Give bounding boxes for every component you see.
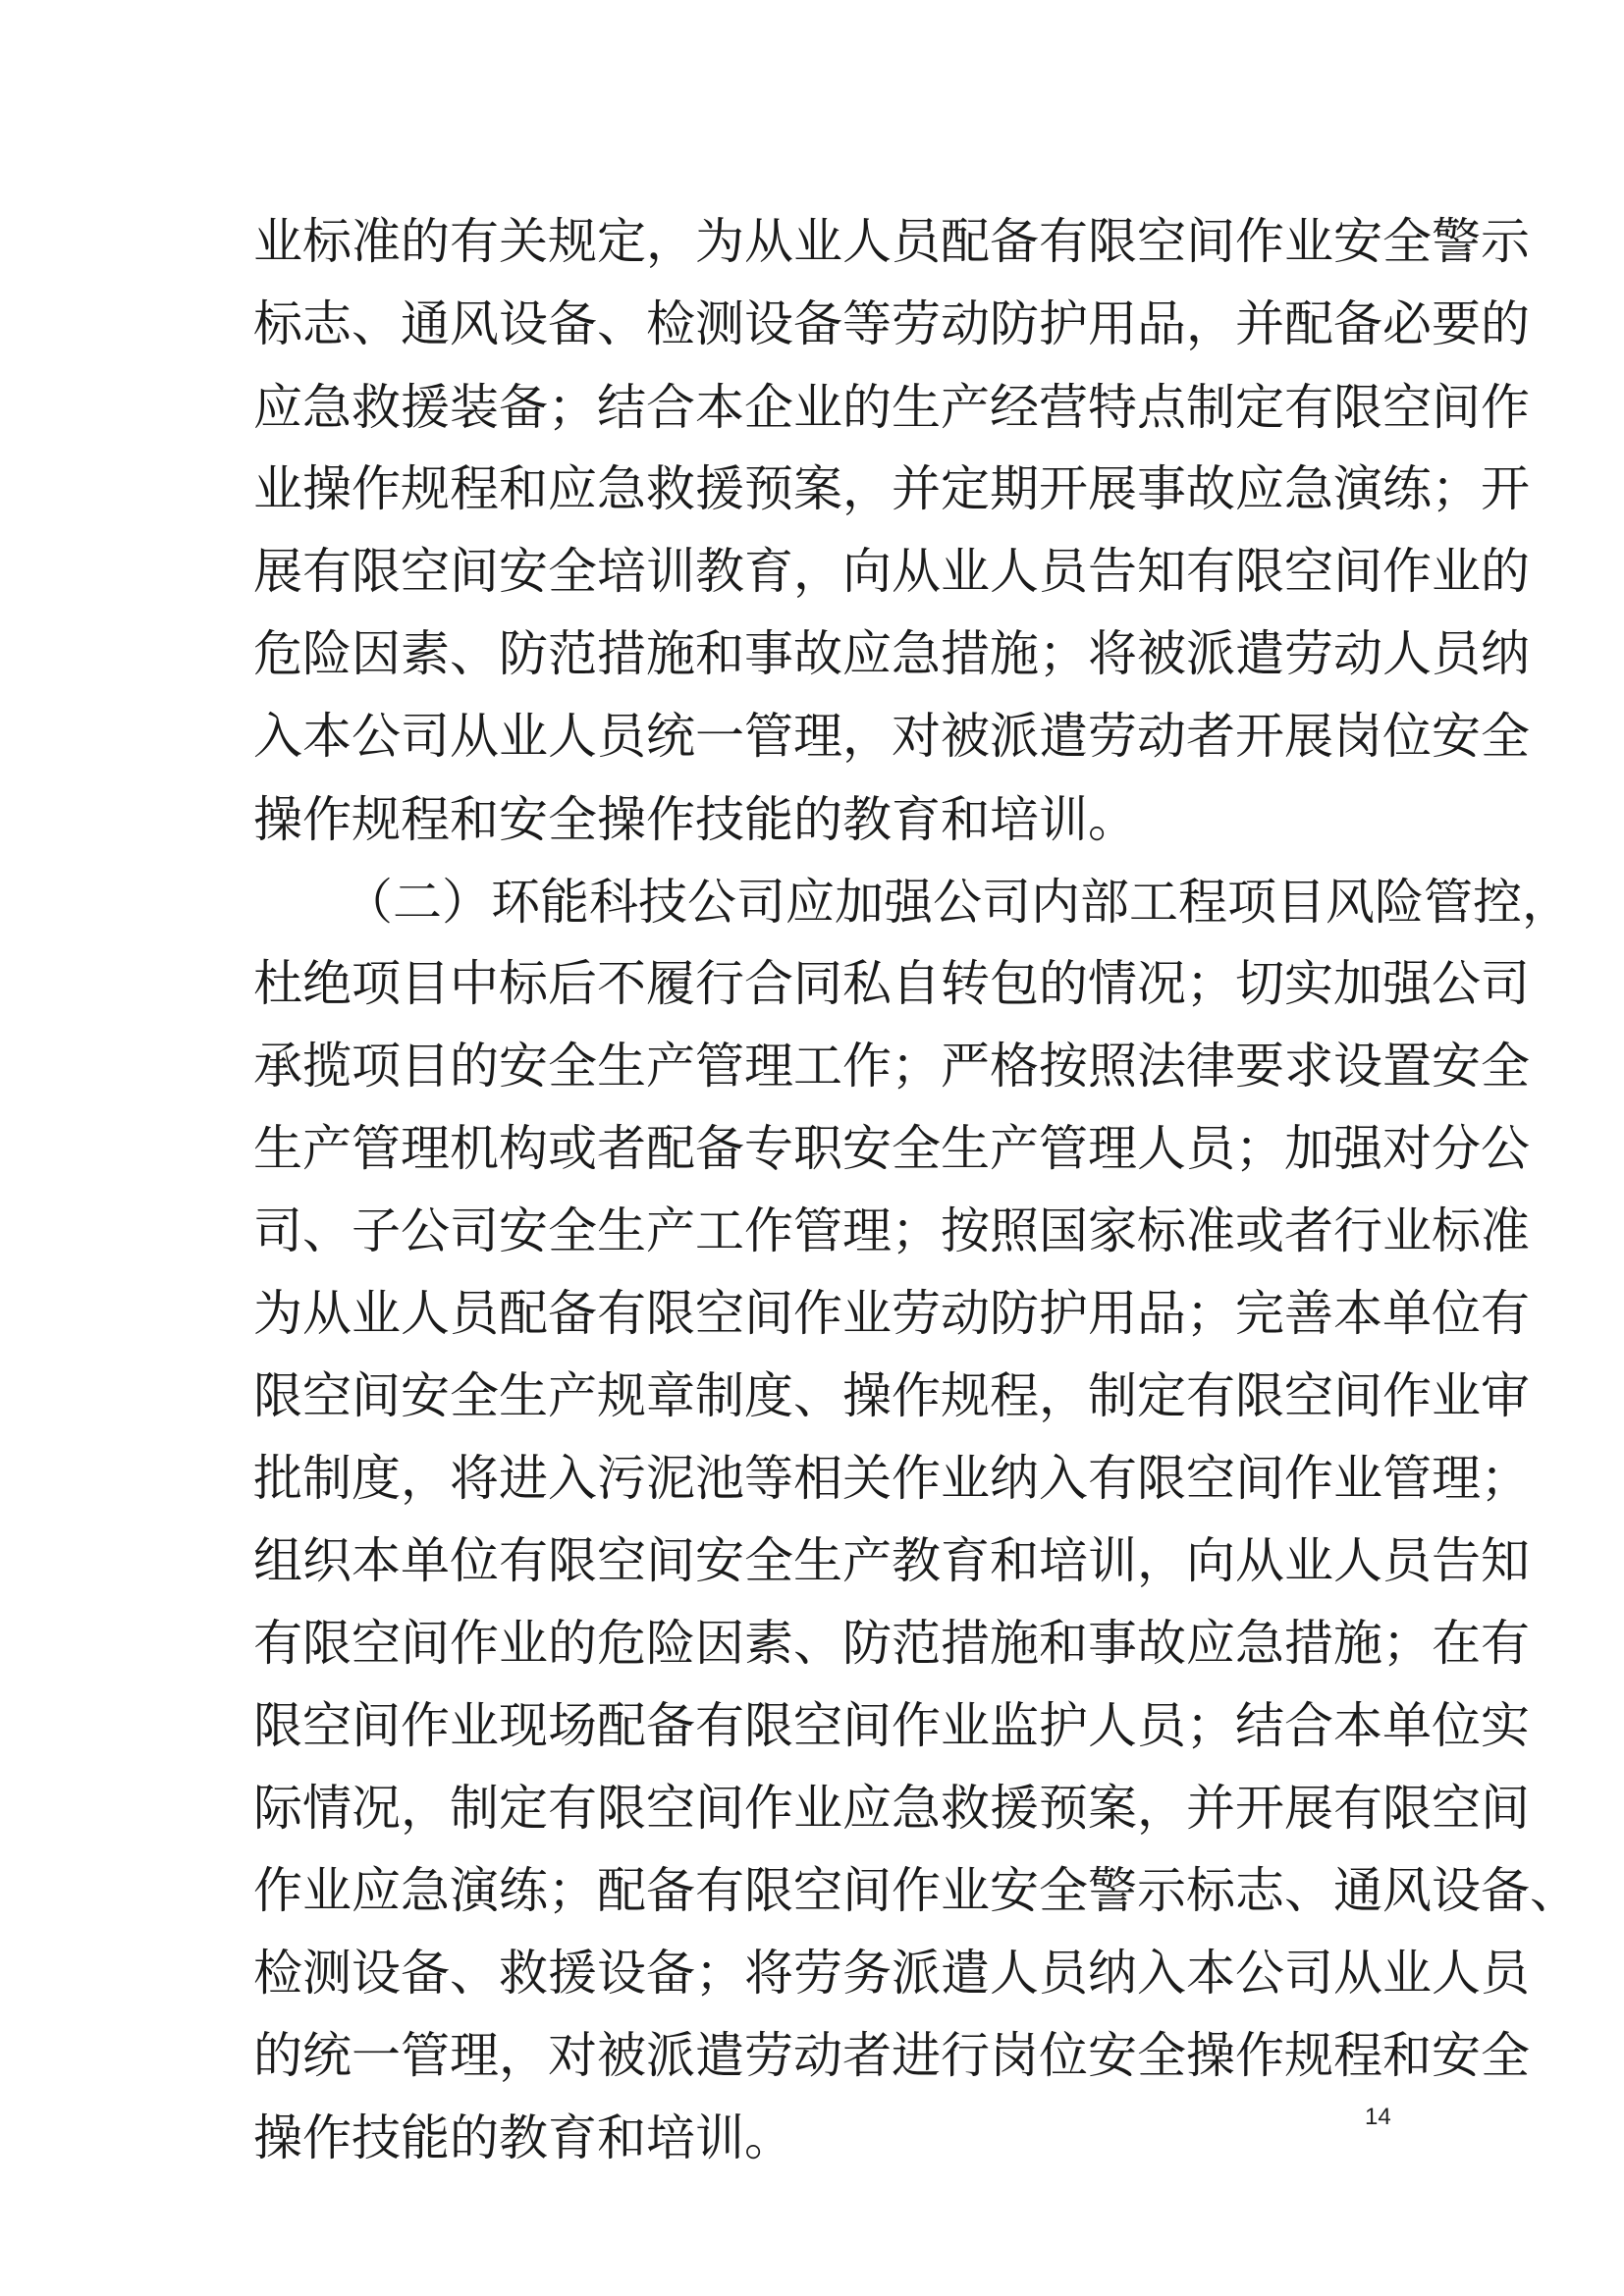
body-text-line: 承 揽 项 目 的 安 全 生 产 管 理 工 作 ； 严 格 按 照 法 律 要 求 设 置 安 全 xyxy=(253,1038,1530,1095)
body-text-line: 组 织 本 单 位 有 限 空 间 安 全 生 产 教 育 和 培 训 ， 向 从 业 人 员 告 知 xyxy=(253,1532,1530,1589)
body-text-line: 危 险 因 素 、 防 范 措 施 和 事 故 应 急 措 施 ； 将 被 派 遣 劳 动 人 员 纳 xyxy=(253,625,1530,682)
body-text-line: 展 有 限 空 间 安 全 培 训 教 育 ， 向 从 业 人 员 告 知 有 限 空 间 作 业 的 xyxy=(253,543,1530,600)
body-text-line: 际 情 况 ， 制 定 有 限 空 间 作 业 应 急 救 援 预 案 ， 并 开 展 有 限 空 间 xyxy=(253,1780,1530,1837)
body-text-line: 为 从 业 人 员 配 备 有 限 空 间 作 业 劳 动 防 护 用 品 ； 完 善 本 单 位 有 xyxy=(253,1285,1530,1342)
body-text-line: 杜 绝 项 目 中 标 后 不 履 行 合 同 私 自 转 包 的 情 况 ； 切 实 加 强 公 司 xyxy=(253,955,1530,1012)
body-text-line: 标 志 、 通 风 设 备 、 检 测 设 备 等 劳 动 防 护 用 品 ， 并 配 备 必 要 的 xyxy=(253,295,1530,352)
body-text-line: 入 本 公 司 从 业 人 员 统 一 管 理 ， 对 被 派 遣 劳 动 者 开 展 岗 位 安 全 xyxy=(253,708,1530,765)
body-text-line: 应 急 救 援 装 备 ； 结 合 本 企 业 的 生 产 经 营 特 点 制 定 有 限 空 间 作 xyxy=(253,379,1530,436)
body-text-line: 批 制 度 ， 将 进 入 污 泥 池 等 相 关 作 业 纳 入 有 限 空 间 作 业 管 理 ； xyxy=(253,1450,1530,1507)
body-text-line: 检 测 设 备 、 救 援 设 备 ； 将 劳 务 派 遣 人 员 纳 入 本 公 司 从 业 人 员 xyxy=(253,1945,1530,2002)
body-text-line: 业 标 准 的 有 关 规 定 ， 为 从 业 人 员 配 备 有 限 空 间 作 业 安 全 警 示 xyxy=(253,213,1530,270)
body-text-line: 限 空 间 安 全 生 产 规 章 制 度 、 操 作 规 程 ， 制 定 有 限 空 间 作 业 审 xyxy=(253,1367,1530,1424)
body-text-line: 司 、 子 公 司 安 全 生 产 工 作 管 理 ； 按 照 国 家 标 准 或 者 行 业 标 准 xyxy=(253,1202,1530,1259)
section-heading-line: （ 二 ） 环 能 科 技 公 司 应 加 强 公 司 内 部 工 程 项 目 风 险 管 控 ， xyxy=(344,874,1571,931)
body-text-line: 操作规程和安全操作技能的教育和培训。 xyxy=(253,791,1137,848)
body-text-line: 业 操 作 规 程 和 应 急 救 援 预 案 ， 并 定 期 开 展 事 故 应 急 演 练 ； 开 xyxy=(253,460,1530,517)
page-number: 14 xyxy=(1365,2104,1391,2130)
body-text-line: 有 限 空 间 作 业 的 危 险 因 素 、 防 范 措 施 和 事 故 应 急 措 施 ； 在 有 xyxy=(253,1615,1530,1672)
body-text-line: 操作技能的教育和培训。 xyxy=(253,2109,793,2166)
body-text-line: 作 业 应 急 演 练 ； 配 备 有 限 空 间 作 业 安 全 警 示 标 志 、 通 风 设 备 、 xyxy=(253,1862,1579,1919)
body-text-line: 限 空 间 作 业 现 场 配 备 有 限 空 间 作 业 监 护 人 员 ； 结 合 本 单 位 实 xyxy=(253,1697,1530,1754)
body-text-line: 的 统 一 管 理 ， 对 被 派 遣 劳 动 者 进 行 岗 位 安 全 操 作 规 程 和 安 全 xyxy=(253,2027,1530,2084)
body-text-line: 生 产 管 理 机 构 或 者 配 备 专 职 安 全 生 产 管 理 人 员 ； 加 强 对 分 公 xyxy=(253,1120,1530,1177)
